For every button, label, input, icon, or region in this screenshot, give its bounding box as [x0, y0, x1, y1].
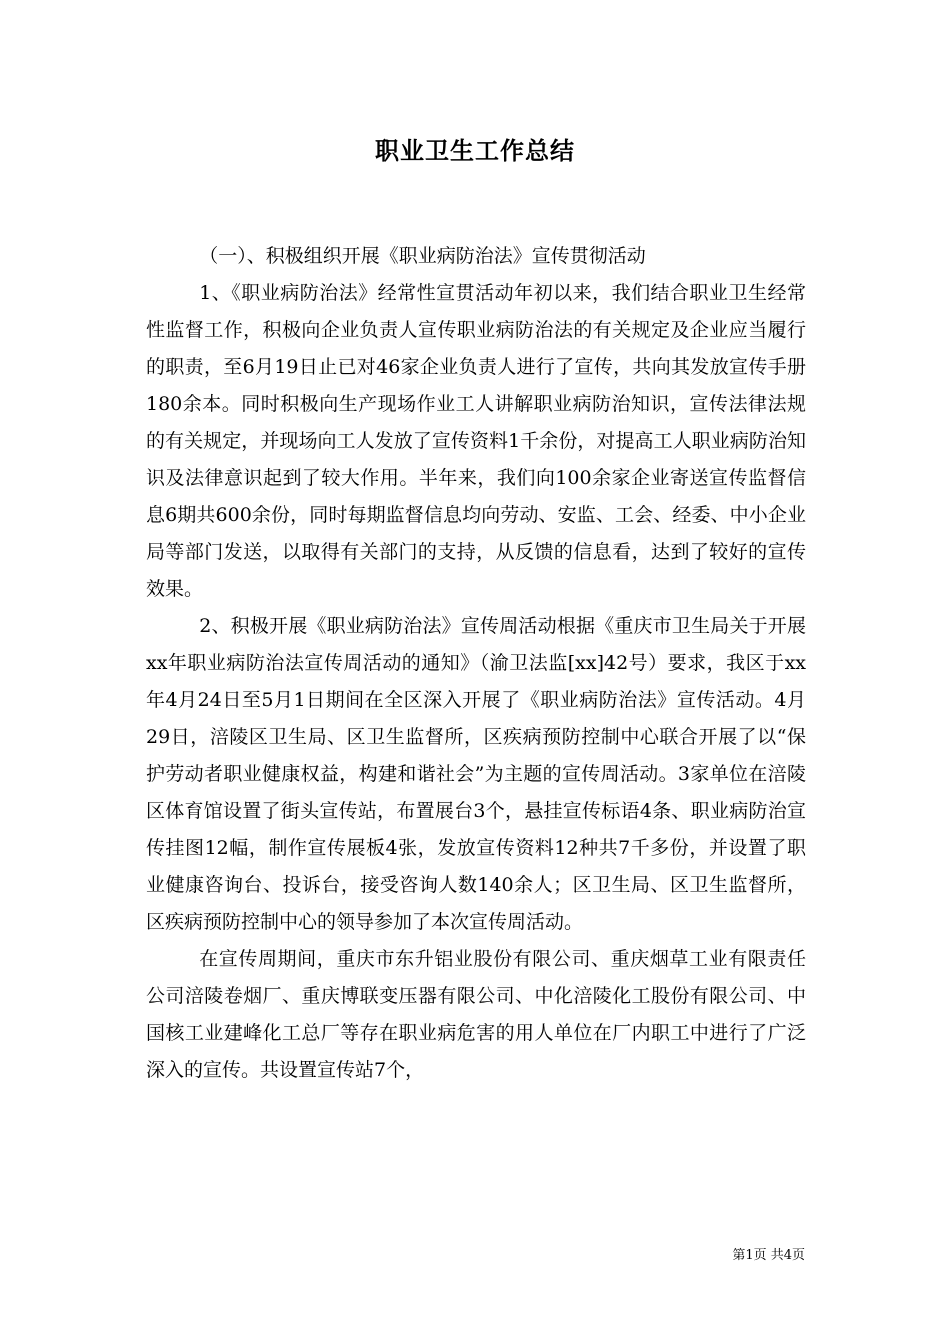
- section-heading: （一）、积极组织开展《职业病防治法》宣传贯彻活动: [199, 245, 646, 267]
- document-title: 职业卫生工作总结: [375, 136, 575, 165]
- paragraph: 2、积极开展《职业病防治法》宣传周活动根据《重庆市卫生局关于开展xx年职业病防治法宣传周活动的通知》（渝卫法监[xx]42号）要求，我区于xx年4月24日至5月1日期间在全区深入开展了《职业病防治法》宣传活动。4月29日，涪陵区卫生局、区卫生监督所，区疾病预防控制中心联合开展了以“保护劳动者职业健康权益，构建和谐社会”为主题的宣传周活动。3家单位在涪陵区体育馆设置了街头宣传站，布置展台3个，悬挂宣传标语4条、职业病防治宣传挂图12幅，制作宣传展板4张，发放宣传资料12种共7千多份，并设置了职业健康咨询台、投诉台，接受咨询人数140余人；区卫生局、区卫生监督所，区疾病预防控制中心的领导参加了本次宣传周活动。: [146, 615, 806, 933]
- page-number: 第1页 共4页: [732, 1248, 805, 1263]
- paragraph: 1、《职业病防治法》经常性宣贯活动年初以来，我们结合职业卫生经常性监督工作，积极向企业负责人宣传职业病防治法的有关规定及企业应当履行的职责，至6月19日止已对46家企业负责人进行了宣传，共向其发放宣传手册180余本。同时积极向生产现场作业工人讲解职业病防治知识，宣传法律法规的有关规定，并现场向工人发放了宣传资料1千余份，对提高工人职业病防治知识及法律意识起到了较大作用。半年来，我们向100余家企业寄送宣传监督信息6期共600余份，同时每期监督信息均向劳动、安监、工会、经委、中小企业局等部门发送，以取得有关部门的支持，从反馈的信息看，达到了较好的宣传效果。: [146, 282, 806, 600]
- document-body: [146, 238, 806, 1089]
- paragraph: 在宣传周期间，重庆市东升铝业股份有限公司、重庆烟草工业有限责任公司涪陵卷烟厂、重庆博联变压器有限公司、中化涪陵化工股份有限公司、中国核工业建峰化工总厂等存在职业病危害的用人单位在厂内职工中进行了广泛深入的宣传。共设置宣传站7个，: [146, 948, 806, 1081]
